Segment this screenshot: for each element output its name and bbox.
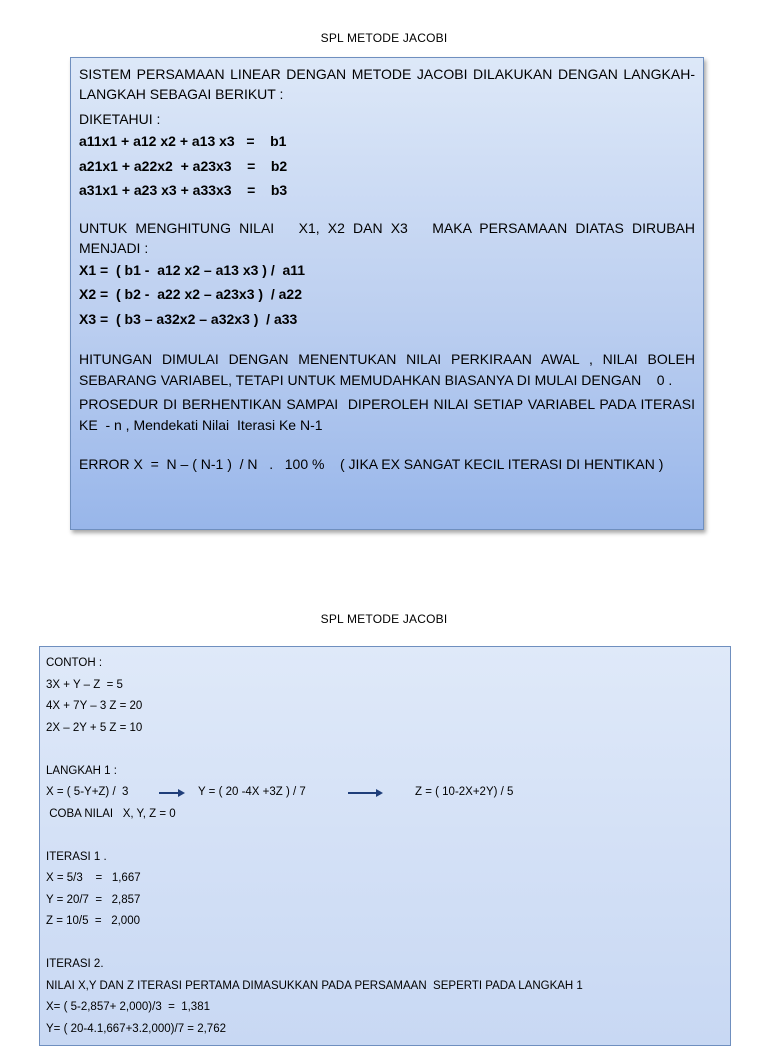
iterasi-1-z: Z = 10/5 = 2,000 [46, 915, 140, 927]
right-arrow-icon [348, 788, 384, 798]
formula-x: X = ( 5-Y+Z) / 3 [46, 786, 129, 798]
prosedur-paragraph: PROSEDUR DI BERHENTIKAN SAMPAI DIPEROLEH NILAI SETIAP VARIABEL PADA ITERASI KE - n , Mendekati Nilai Iterasi Ke N-1 [79, 396, 699, 433]
slide-title-2: SPL METODE JACOBI [320, 612, 448, 626]
coba-nilai: COBA NILAI X, Y, Z = 0 [46, 807, 176, 820]
iterasi-1-label: ITERASI 1 . [46, 850, 107, 863]
formula-x1: X1 = ( b1 - a12 x2 – a13 x3 ) / a11 [79, 261, 306, 278]
slide-title: SPL METODE JACOBI [320, 31, 448, 45]
right-arrow-icon [159, 788, 187, 798]
formula-x3: X3 = ( b3 – a32x2 – a32x3 ) / a33 [79, 310, 298, 327]
error-formula: ERROR X = N – ( N-1 ) / N . 100 % ( JIKA EX SANGAT KECIL ITERASI DI HENTIKAN ) [79, 456, 664, 472]
contoh-textbox [39, 646, 731, 1046]
jacobi-method-textbox [70, 57, 704, 530]
langkah-formulas-row [46, 782, 724, 804]
equation-1: a11x1 + a12 x2 + a13 x3 = b1 [79, 133, 287, 149]
contoh-label: CONTOH : [46, 657, 103, 669]
intro-paragraph: SISTEM PERSAMAAN LINEAR DENGAN METODE JACOBI DILAKUKAN DENGAN LANGKAH-LANGKAH SEBAGAI BERIKUT : [79, 66, 695, 102]
iterasi-2-x: X= ( 5-2,857+ 2,000)/3 = 1,381 [46, 1001, 210, 1013]
langkah-label: LANGKAH 1 : [46, 764, 117, 777]
untuk-paragraph: UNTUK MENGHITUNG NILAI X1, X2 DAN X3 MAKA PERSAMAAN DIATAS DIRUBAH MENJADI : [79, 219, 699, 256]
equation-3: a31x1 + a23 x3 + a33x3 = b3 [79, 182, 288, 198]
formula-z: Z = ( 10-2X+2Y) / 5 [415, 786, 514, 798]
hitungan-paragraph: HITUNGAN DIMULAI DENGAN MENENTUKAN NILAI PERKIRAAN AWAL , NILAI BOLEH SEBARANG VARIABEL, TETAPI UNTUK MEMUDAHKAN BIASANYA DI MULAI DENGAN 0 . [79, 351, 699, 388]
iterasi-2-label: ITERASI 2. [46, 958, 104, 970]
iterasi-1-y: Y = 20/7 = 2,857 [46, 893, 141, 906]
example-equation-2: 4X + 7Y – 3 Z = 20 [46, 700, 143, 712]
example-equation-1: 3X + Y – Z = 5 [46, 678, 123, 691]
iterasi-2-description: NILAI X,Y DAN Z ITERASI PERTAMA DIMASUKKAN PADA PERSAMAAN SEPERTI PADA LANGKAH 1 [46, 979, 583, 992]
iterasi-1-x: X = 5/3 = 1,667 [46, 872, 141, 884]
formula-y: Y = ( 20 -4X +3Z ) / 7 [198, 786, 306, 798]
equation-2: a21x1 + a22x2 + a23x3 = b2 [79, 157, 288, 174]
iterasi-2-y: Y= ( 20-4.1,667+3.2,000)/7 = 2,762 [46, 1022, 226, 1035]
formula-x2: X2 = ( b2 - a22 x2 – a23x3 ) / a22 [79, 286, 302, 302]
example-equation-3: 2X – 2Y + 5 Z = 10 [46, 721, 143, 734]
diketahui-label: DIKETAHUI : [79, 111, 161, 127]
